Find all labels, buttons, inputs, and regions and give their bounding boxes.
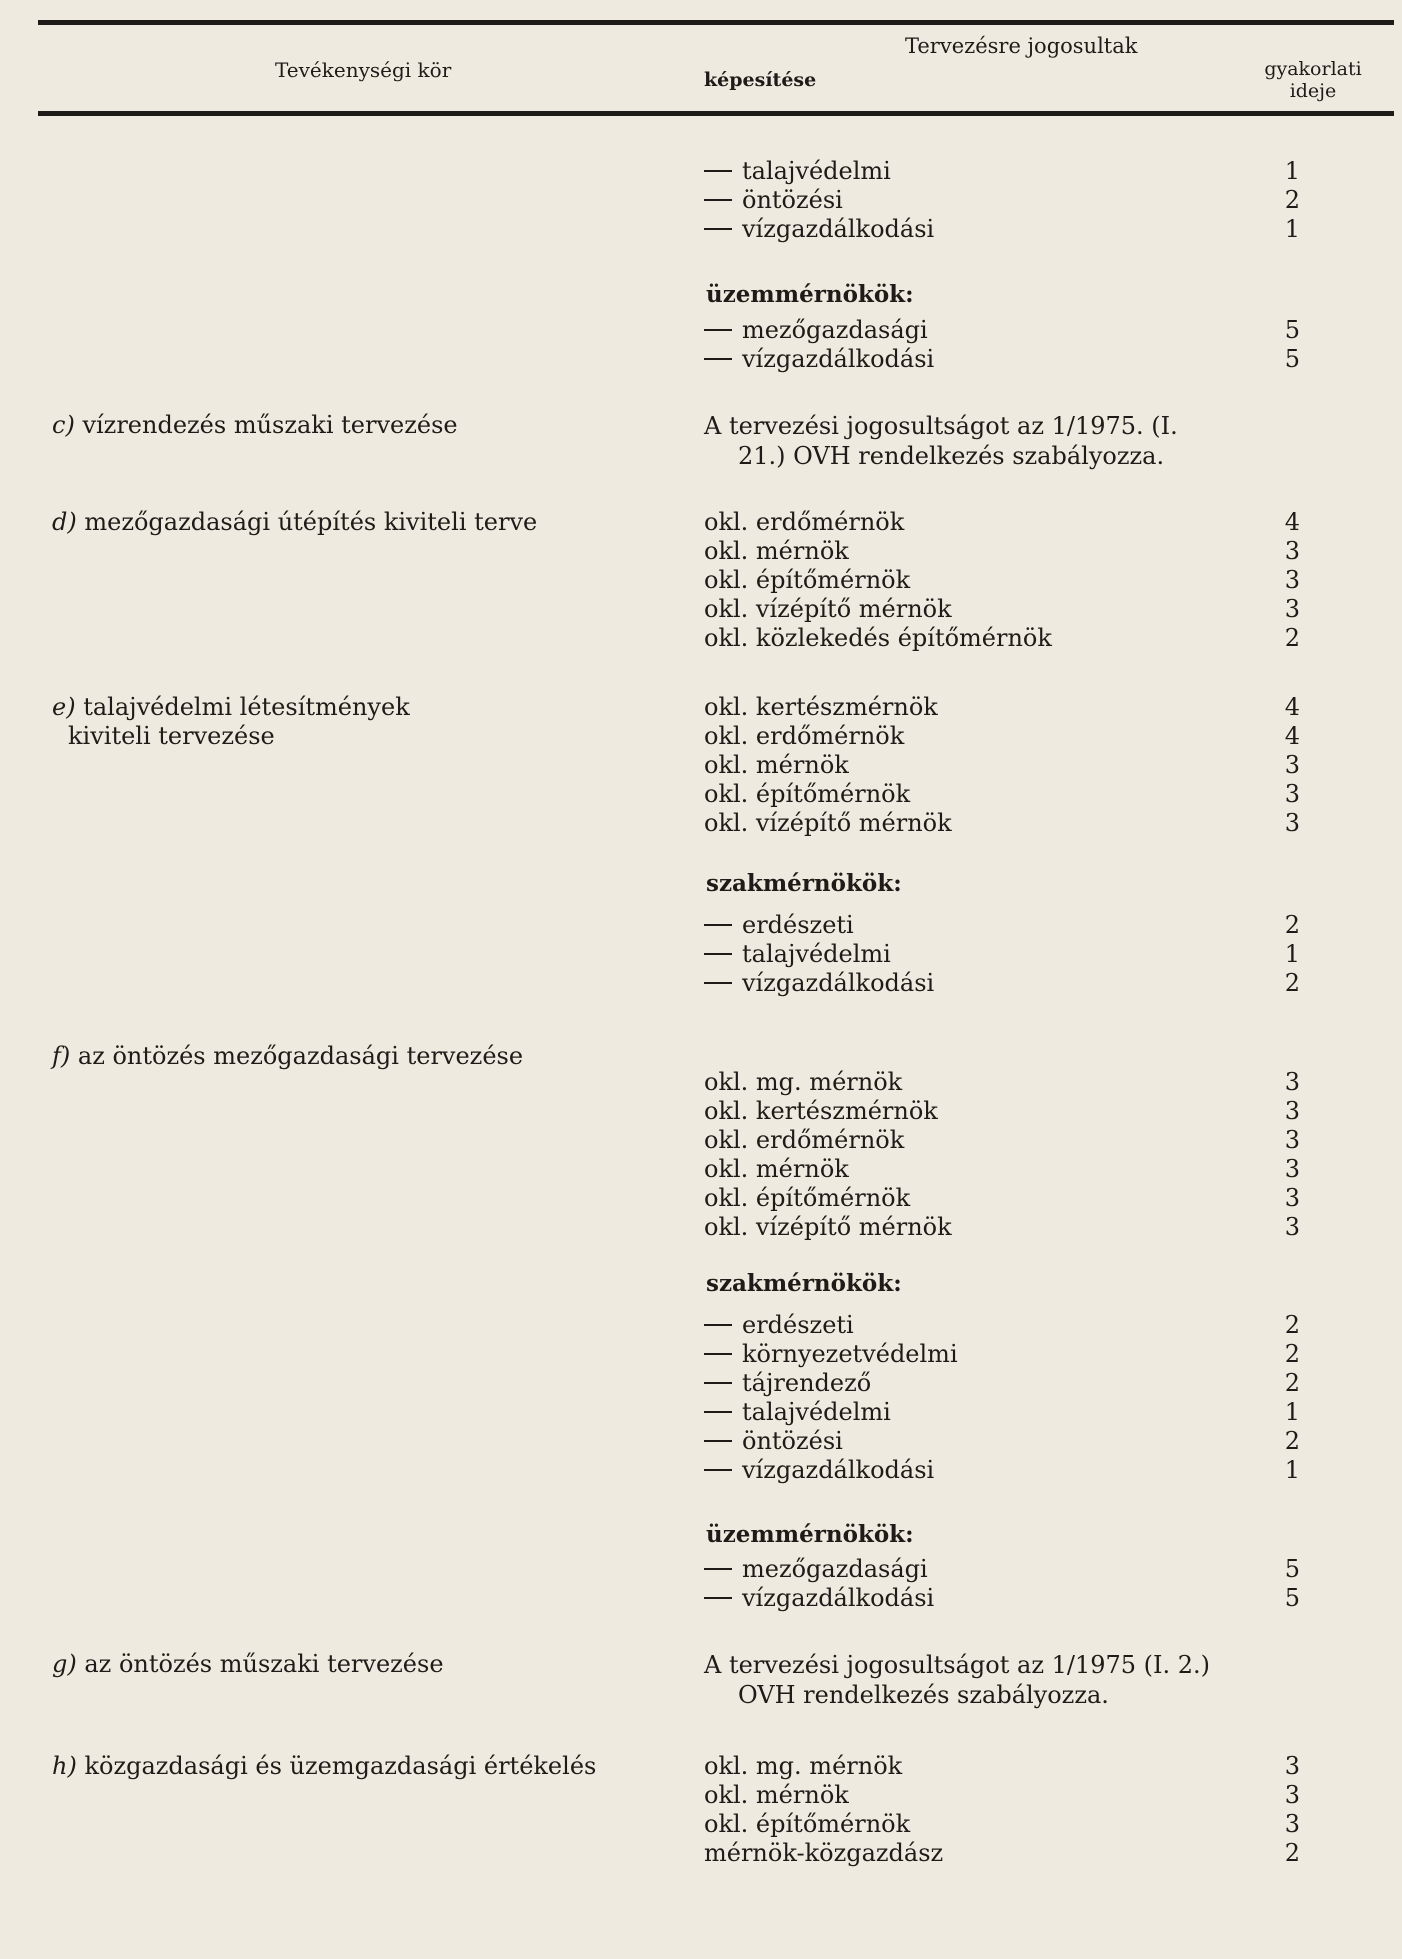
header-practice-line1: gyakorlati — [1264, 58, 1362, 80]
regulation-note-line2: OVH rendelkezés szabályozza. — [738, 1681, 1109, 1709]
qualification-text: talajvédelmi — [742, 1398, 891, 1426]
activity-label — [52, 411, 458, 440]
qualification-text: okl. mérnök — [704, 1155, 849, 1183]
qualification-text: okl. építőmérnök — [704, 1810, 911, 1838]
practice-years: 2 — [1284, 1311, 1300, 1339]
qualification-entry — [704, 1097, 938, 1126]
practice-years: 1 — [1284, 215, 1300, 243]
qualification-text: erdészeti — [742, 911, 854, 939]
activity-text-line2: kiviteli tervezése — [68, 722, 275, 750]
activity-text: mezőgazdasági útépítés kiviteli terve — [76, 508, 538, 536]
qualification-entry — [704, 1839, 943, 1868]
qualification-entry — [704, 624, 1052, 653]
activity-letter: d) — [52, 508, 77, 536]
qualification-text: mezőgazdasági — [742, 316, 928, 344]
qualification-text: okl. építőmérnök — [704, 1184, 911, 1212]
qualification-entry — [704, 969, 934, 998]
qualification-entry — [704, 1155, 849, 1184]
practice-years: 3 — [1284, 751, 1300, 779]
practice-years: 3 — [1284, 1097, 1300, 1125]
qualification-text: okl. mérnök — [704, 751, 849, 779]
qualification-text: okl. vízépítő mérnök — [704, 1213, 952, 1241]
qualification-group-heading: szakmérnökök: — [706, 1270, 902, 1297]
qualification-entry — [704, 316, 928, 345]
practice-years: 2 — [1284, 1369, 1300, 1397]
qualification-text: mérnök-közgazdász — [704, 1839, 944, 1867]
list-dash — [704, 1382, 732, 1384]
practice-years: 4 — [1284, 508, 1300, 536]
qualification-text: okl. erdőmérnök — [704, 722, 905, 750]
qualification-entry — [704, 1311, 854, 1340]
list-dash — [704, 1440, 732, 1442]
qualification-entry — [704, 722, 904, 751]
activity-letter: c) — [52, 411, 75, 439]
qualification-entry — [704, 215, 934, 244]
qualification-text: okl. építőmérnök — [704, 566, 911, 594]
practice-years: 3 — [1284, 1184, 1300, 1212]
qualification-text: okl. mg. mérnök — [704, 1068, 903, 1096]
qualification-text: okl. mérnök — [704, 1781, 849, 1809]
activity-letter: f) — [52, 1042, 71, 1070]
list-dash — [704, 228, 732, 230]
practice-years: 3 — [1284, 1810, 1300, 1838]
practice-years: 2 — [1284, 969, 1300, 997]
activity-text: az öntözés műszaki tervezése — [76, 1650, 444, 1678]
activity-letter: g) — [52, 1650, 77, 1678]
header-practice — [1238, 58, 1388, 102]
list-dash — [704, 953, 732, 955]
practice-years: 3 — [1284, 1752, 1300, 1780]
qualification-text: öntözési — [742, 186, 843, 214]
practice-years: 4 — [1284, 722, 1300, 750]
header-group: Tervezésre jogosultak — [905, 34, 1138, 58]
qualification-entry — [704, 1427, 843, 1456]
header-qualification: képesítése — [704, 69, 817, 91]
activity-letter: h) — [52, 1752, 77, 1780]
qualification-text: okl. mg. mérnök — [704, 1752, 903, 1780]
list-dash — [704, 1597, 732, 1599]
activity-label — [52, 1650, 444, 1679]
qualification-entry — [704, 1369, 871, 1398]
practice-years: 5 — [1284, 1555, 1300, 1583]
activity-text: talajvédelmi létesítmények — [75, 693, 410, 721]
qualification-text: okl. építőmérnök — [704, 780, 911, 808]
practice-years: 1 — [1284, 940, 1300, 968]
qualification-entry — [704, 157, 891, 186]
practice-years: 1 — [1284, 1398, 1300, 1426]
qualification-entry — [704, 1184, 910, 1213]
qualification-group-heading: szakmérnökök: — [706, 870, 902, 897]
header-top-rule — [38, 20, 1394, 25]
activity-label — [52, 1752, 596, 1781]
activity-label — [52, 508, 537, 537]
qualification-entry — [704, 1213, 952, 1242]
qualification-entry — [704, 1810, 910, 1839]
list-dash — [704, 1568, 732, 1570]
qualification-text: erdészeti — [742, 1311, 854, 1339]
qualification-text: vízgazdálkodási — [742, 215, 935, 243]
qualification-text: öntözési — [742, 1427, 843, 1455]
qualification-entry — [704, 1398, 891, 1427]
qualification-entry — [704, 345, 934, 374]
qualification-text: vízgazdálkodási — [742, 1584, 935, 1612]
practice-years: 3 — [1284, 780, 1300, 808]
activity-text: közgazdasági és üzemgazdasági értékelés — [76, 1752, 597, 1780]
qualification-entry — [704, 1555, 928, 1584]
practice-years: 2 — [1284, 1427, 1300, 1455]
header-practice-line2: ideje — [1289, 80, 1337, 102]
activity-label — [52, 693, 410, 751]
practice-years: 2 — [1284, 186, 1300, 214]
qualification-text: okl. kertészmérnök — [704, 693, 938, 721]
qualification-text: okl. vízépítő mérnök — [704, 595, 952, 623]
practice-years: 3 — [1284, 537, 1300, 565]
qualification-entry — [704, 693, 938, 722]
practice-years: 3 — [1284, 1155, 1300, 1183]
qualification-text: okl. erdőmérnök — [704, 1126, 905, 1154]
activity-text: az öntözés mezőgazdasági tervezése — [70, 1042, 524, 1070]
practice-years: 4 — [1284, 693, 1300, 721]
list-dash — [704, 924, 732, 926]
list-dash — [704, 1353, 732, 1355]
qualification-entry — [704, 911, 854, 940]
qualification-text: vízgazdálkodási — [742, 969, 935, 997]
qualification-text: vízgazdálkodási — [742, 1456, 935, 1484]
practice-years: 3 — [1284, 1213, 1300, 1241]
qualification-entry — [704, 186, 843, 215]
list-dash — [704, 199, 732, 201]
practice-years: 3 — [1284, 1068, 1300, 1096]
activity-label — [52, 1042, 523, 1071]
regulation-note — [704, 411, 1264, 471]
regulation-note — [704, 1650, 1264, 1710]
qualification-text: talajvédelmi — [742, 940, 891, 968]
practice-years: 1 — [1284, 1456, 1300, 1484]
qualification-entry — [704, 751, 849, 780]
practice-years: 2 — [1284, 911, 1300, 939]
practice-years: 2 — [1284, 624, 1300, 652]
regulation-note-line2: 21.) OVH rendelkezés szabályozza. — [738, 442, 1165, 470]
qualification-text: okl. mérnök — [704, 537, 849, 565]
qualification-entry — [704, 508, 904, 537]
practice-years: 3 — [1284, 566, 1300, 594]
regulation-note-line1: A tervezési jogosultságot az 1/1975 (I. 2.) — [704, 1651, 1211, 1679]
qualification-entry — [704, 1068, 902, 1097]
qualification-text: okl. vízépítő mérnök — [704, 809, 952, 837]
qualification-text: okl. erdőmérnök — [704, 508, 905, 536]
list-dash — [704, 982, 732, 984]
practice-years: 5 — [1284, 316, 1300, 344]
qualification-group-heading: üzemmérnökök: — [706, 281, 914, 308]
qualification-entry — [704, 780, 910, 809]
qualification-text: tájrendező — [742, 1369, 872, 1397]
qualification-entry — [704, 940, 891, 969]
activity-letter: e) — [52, 693, 76, 721]
qualification-text: mezőgazdasági — [742, 1555, 928, 1583]
practice-years: 3 — [1284, 595, 1300, 623]
activity-text: vízrendezés műszaki tervezése — [74, 411, 458, 439]
list-dash — [704, 170, 732, 172]
qualification-text: környezetvédelmi — [742, 1340, 958, 1368]
qualification-entry — [704, 1340, 958, 1369]
qualification-entry — [704, 566, 910, 595]
practice-years: 5 — [1284, 1584, 1300, 1612]
qualification-group-heading: üzemmérnökök: — [706, 1521, 914, 1548]
qualification-entry — [704, 1781, 849, 1810]
qualification-entry — [704, 537, 849, 566]
practice-years: 5 — [1284, 345, 1300, 373]
qualification-text: talajvédelmi — [742, 157, 891, 185]
practice-years: 3 — [1284, 1781, 1300, 1809]
list-dash — [704, 329, 732, 331]
qualification-text: okl. kertészmérnök — [704, 1097, 938, 1125]
header-activity: Tevékenységi kör — [275, 58, 452, 82]
list-dash — [704, 1324, 732, 1326]
qualification-entry — [704, 809, 952, 838]
practice-years: 2 — [1284, 1839, 1300, 1867]
qualification-entry — [704, 595, 952, 624]
list-dash — [704, 358, 732, 360]
practice-years: 3 — [1284, 809, 1300, 837]
qualification-text: okl. közlekedés építőmérnök — [704, 624, 1052, 652]
practice-years: 1 — [1284, 157, 1300, 185]
qualification-text: vízgazdálkodási — [742, 345, 935, 373]
qualification-entry — [704, 1752, 902, 1781]
header-bottom-rule — [38, 111, 1394, 116]
practice-years: 2 — [1284, 1340, 1300, 1368]
regulation-note-line1: A tervezési jogosultságot az 1/1975. (I. — [704, 412, 1178, 440]
qualification-entry — [704, 1584, 934, 1613]
list-dash — [704, 1469, 732, 1471]
qualification-entry — [704, 1126, 904, 1155]
practice-years: 3 — [1284, 1126, 1300, 1154]
list-dash — [704, 1411, 732, 1413]
qualification-entry — [704, 1456, 934, 1485]
